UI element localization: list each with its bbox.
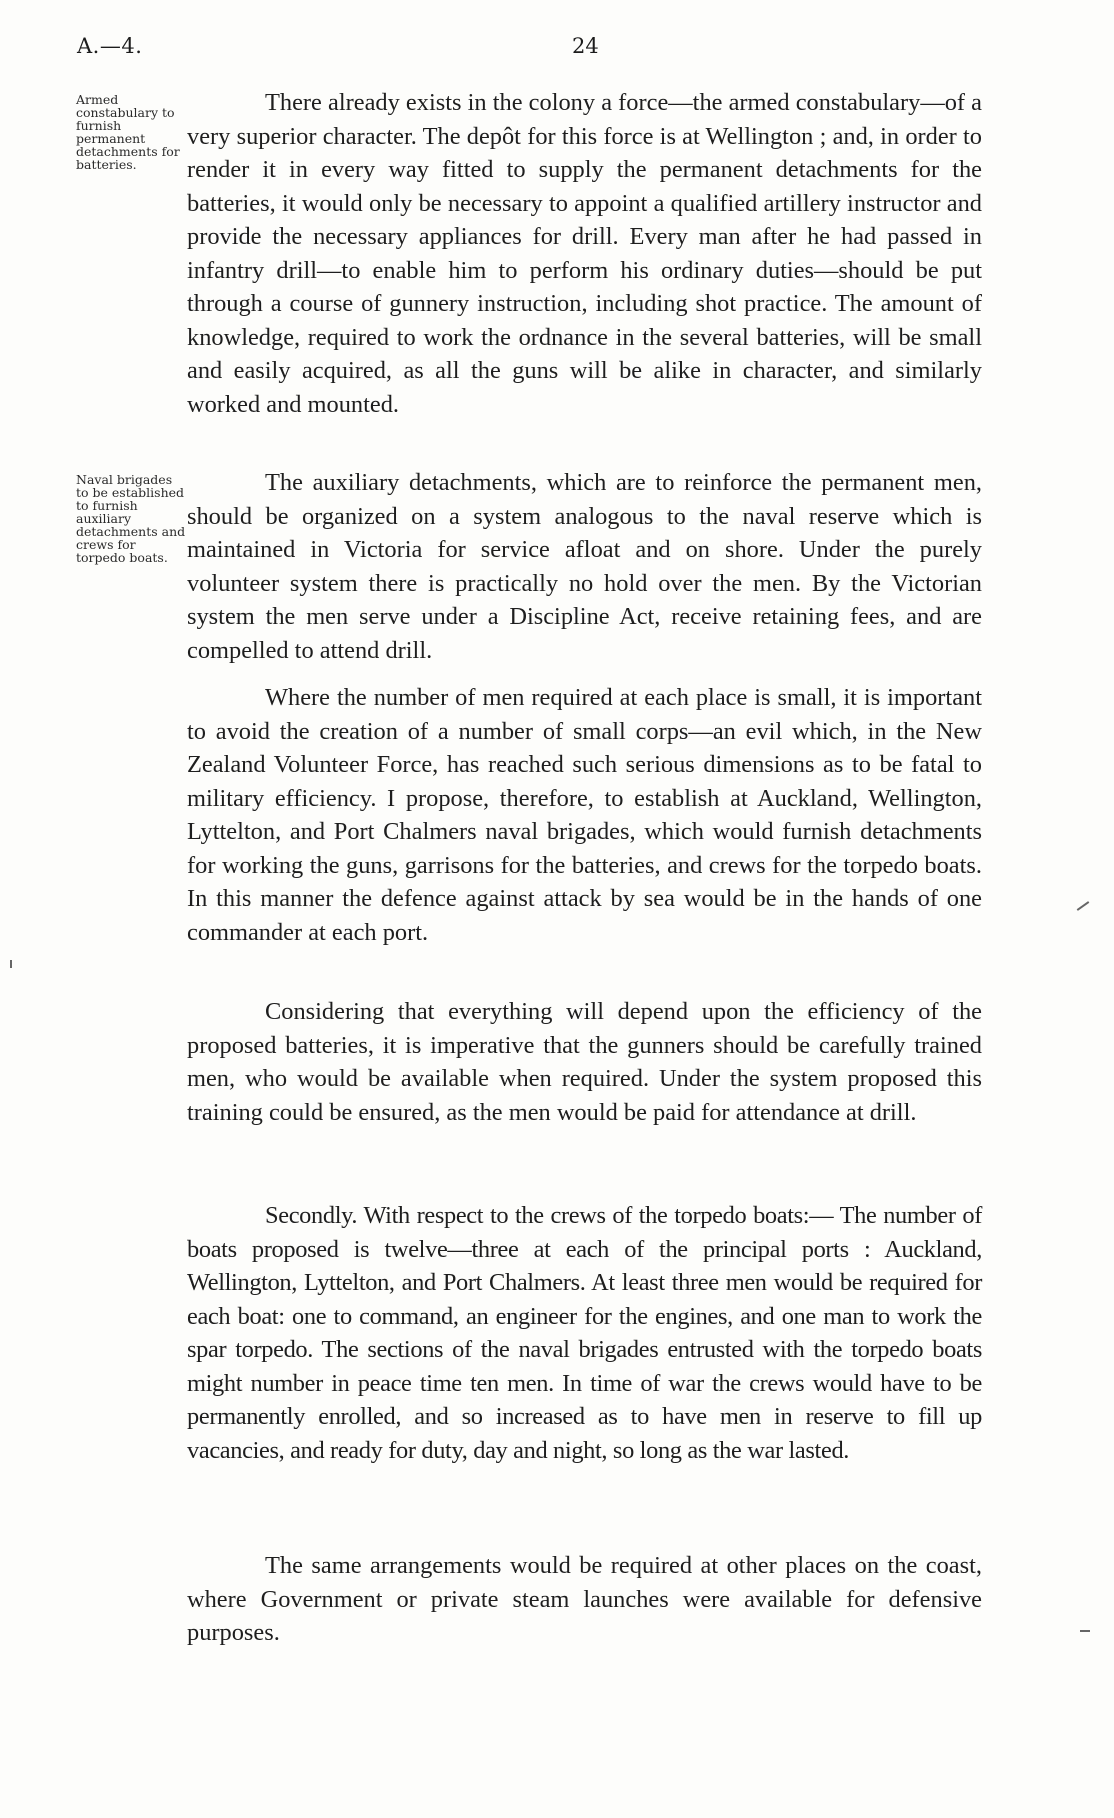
- margin-note-armed-constabulary: Armed constabulary to furnish permanent detachments for batteries.: [76, 92, 180, 172]
- document-reference: A.—4.: [77, 34, 143, 58]
- paragraph-text: There already exists in the colony a force—the armed constabulary—of a very superior character. The depôt for this force is at Wellington ; and, in order to render it in every way fitted to supply the permanent detachments for the batteries, it would only be necessary to appoint a qualified artillery instructor and provide the necessary appliances for drill. Every man after he had passed in infantry drill—to enable him to perform his ordinary duties—should be put through a course of gunnery instruction, including shot practice. The amount of knowledge, required to work the ordnance in the several batteries, will be small and easily acquired, as all the guns will be alike in character, and similarly worked and mounted.: [187, 89, 982, 418]
- paragraph-text: The same arrangements would be required at other places on the coast, where Government or private steam launches were available for defensive purposes.: [187, 1552, 982, 1646]
- paragraph-armed-constabulary: [187, 86, 982, 421]
- scan-mark: [1080, 1630, 1090, 1632]
- page-number: 24: [572, 34, 599, 58]
- paragraph-text: Where the number of men required at each place is small, it is important to avoid the creation of a number of small corps—an evil which, in the New Zealand Volunteer Force, has reached such serious dimensions as to be fatal to military efficiency. I propose, therefore, to establish at Auckland, Wellington, Lyttelton, and Port Chalmers naval brigades, which would furnish detachments for working the guns, garrisons for the batteries, and crews for the torpedo boats. In this manner the defence against attack by sea would be in the hands of one commander at each port.: [187, 684, 982, 946]
- paragraph-auxiliary-detachments: [187, 466, 982, 667]
- paragraph-gunner-training: [187, 995, 982, 1129]
- paragraph-torpedo-crews: [187, 1199, 982, 1467]
- paragraph-naval-brigades: [187, 681, 982, 949]
- paragraph-other-places: [187, 1549, 982, 1650]
- paragraph-text: Secondly. With respect to the crews of the torpedo boats:— The number of boats proposed is twelve—three at each of the principal ports : Auckland, Wellington, Lyttelton, and Port Chalmers. At least three men would be required for each boat: one to command, an engineer for the engines, and one man to work the spar torpedo. The sections of the naval brigades entrusted with the torpedo boats might number in peace time ten men. In time of war the crews would have to be permanently enrolled, and so increased as to have men in reserve to fill up vacancies, and ready for duty, day and night, so long as the war lasted.: [187, 1202, 982, 1464]
- margin-note-naval-brigades: Naval brigades to be established to furnish auxiliary detachments and crews for torpedo boats.: [76, 472, 186, 565]
- paragraph-text: The auxiliary detachments, which are to reinforce the permanent men, should be organized on a system analogous to the naval reserve which is maintained in Victoria for service afloat and on shore. Under the purely volunteer system there is practically no hold over the men. By the Victorian system the men serve under a Discipline Act, receive retaining fees, and are compelled to attend drill.: [187, 469, 982, 664]
- scan-mark: [10, 960, 12, 968]
- paragraph-text: Considering that everything will depend upon the efficiency of the proposed batteries, it is imperative that the gunners should be carefully trained men, who would be available when required. Under the system proposed this training could be ensured, as the men would be paid for attendance at drill.: [187, 998, 982, 1126]
- scan-mark: [1077, 901, 1090, 911]
